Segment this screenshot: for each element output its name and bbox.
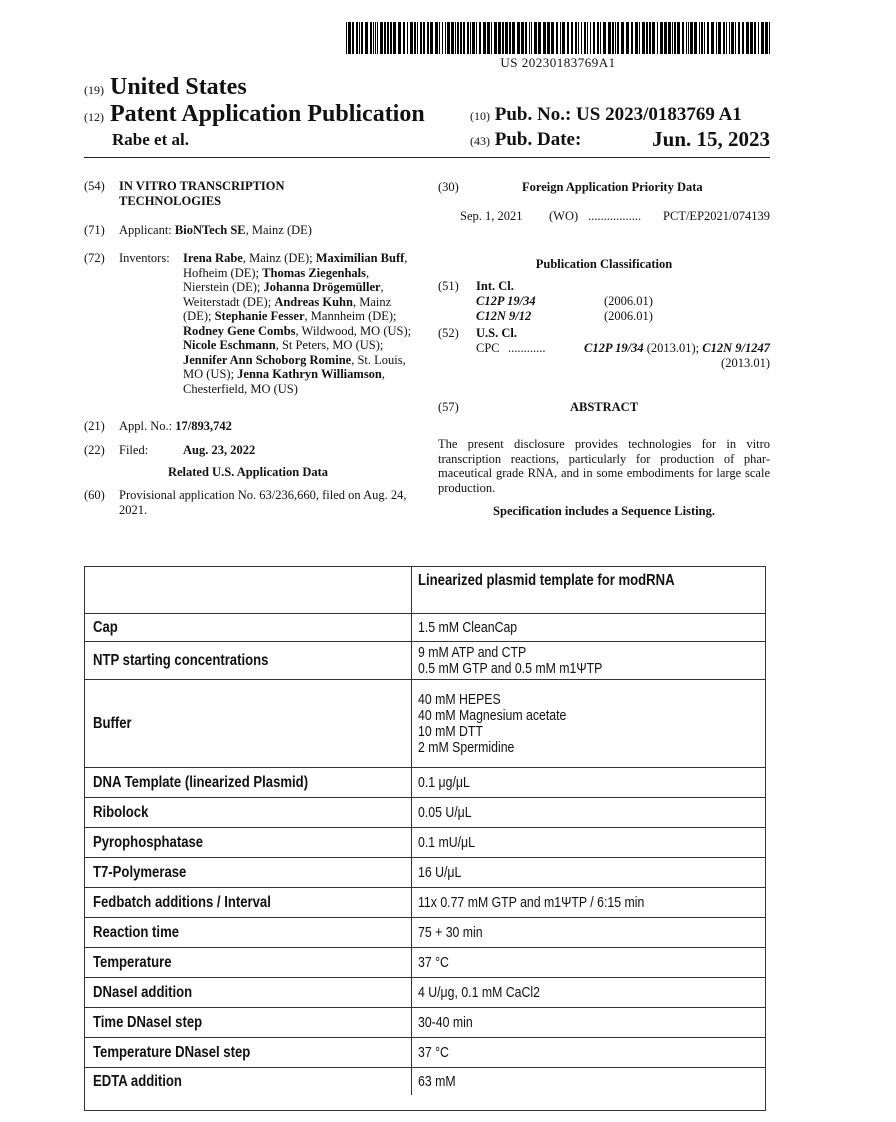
value-line: 37 °C (418, 953, 449, 971)
table-header-row (85, 567, 765, 613)
applicant-label: Applicant: (119, 223, 172, 237)
foreign-date: Sep. 1, 2021 (460, 209, 523, 223)
filed-value: Aug. 23, 2022 (183, 443, 256, 457)
barcode-bar (498, 22, 501, 54)
barcode-bar (445, 22, 446, 54)
inventor-location: , St Peters, MO (US); (275, 338, 384, 352)
value-line: 11x 0.77 mM GTP and m1ΨTP / 6:15 min (418, 893, 645, 911)
invention-title: IN VITRO TRANSCRIPTION TECHNOLOGIES (119, 179, 285, 208)
barcode-bar (758, 22, 759, 54)
pubdate-code: (43) (470, 134, 490, 148)
filed-label: Filed: (119, 443, 149, 457)
inventor-location: , Hofheim (DE); (183, 251, 408, 280)
intcl-code: (51) (438, 279, 459, 293)
cpc-version-2: (2013.01) (721, 356, 770, 370)
barcode-bar (590, 22, 591, 54)
barcode-bar (370, 22, 372, 54)
barcode-bar (365, 22, 368, 54)
applicant-code: (71) (84, 223, 105, 237)
barcode-bar (377, 22, 378, 54)
parameter-label: Reaction time (93, 923, 180, 941)
barcode-bar (761, 22, 764, 54)
parameter-cell (85, 918, 412, 947)
value-line: 1.5 mM CleanCap (418, 618, 518, 636)
cpc-version-1: (2013.01); (643, 341, 703, 355)
pubno-code: (10) (470, 109, 490, 123)
barcode-bar (639, 22, 640, 54)
foreign-country: (WO) (549, 209, 579, 223)
uscl-code: (52) (438, 326, 459, 340)
table-row (85, 1007, 765, 1037)
barcode-bar (642, 22, 645, 54)
pub-date-label (470, 129, 581, 151)
parameter-label: Buffer (93, 714, 132, 732)
barcode-bar (657, 22, 658, 54)
pubclass-title (438, 257, 770, 272)
inventor-location: , Mainz (DE); (242, 251, 316, 265)
table-row (85, 887, 765, 917)
parameter-label: Temperature DNaseI step (93, 1043, 251, 1061)
abstract-heading (438, 400, 770, 415)
barcode-bar (373, 22, 374, 54)
barcode-bar (470, 22, 471, 54)
value-cell (412, 948, 765, 977)
inventor-name: Stephanie Fesser (214, 309, 305, 323)
appl-label: Appl. No.: (119, 419, 173, 433)
barcode-bar (688, 22, 689, 54)
barcode-bar (635, 22, 638, 54)
barcode-bar (560, 22, 561, 54)
barcode-bar (584, 22, 586, 54)
foreign-title: Foreign Application Priority Data (522, 180, 703, 194)
value-line: 40 mM Magnesium acetate (418, 706, 567, 724)
inventor-name: Irena Rabe (183, 251, 243, 265)
ivt-conditions-table (84, 566, 766, 1111)
inventor-name: Johanna Drögemüller (263, 280, 381, 294)
prov-code: (60) (84, 488, 105, 502)
barcode-bar (393, 22, 396, 54)
value-line: 4 U/μg, 0.1 mM CaCl2 (418, 983, 540, 1001)
value-line: 2 mM Spermidine (418, 738, 515, 756)
cpc-class-1: C12P 19/34 (583, 341, 644, 355)
value-cell (412, 1068, 765, 1095)
barcode-bar (649, 22, 651, 54)
value-cell (412, 642, 765, 679)
barcode-bar (677, 22, 680, 54)
header-divider (84, 157, 770, 158)
barcode-bar (581, 22, 582, 54)
inventor-location: , Mannheim (DE); (304, 309, 397, 323)
value-cell (412, 978, 765, 1007)
barcode-bar (578, 22, 579, 54)
barcode (346, 22, 770, 54)
inventor-name: Nicole Eschmann (183, 338, 276, 352)
barcode-bar (483, 22, 486, 54)
pub-number (470, 104, 742, 126)
barcode-bar (587, 22, 588, 54)
value-line: 0.1 μg/μL (418, 773, 470, 791)
barcode-bar (729, 22, 730, 54)
inventor-name: Jenna Kathryn Williamson (237, 367, 382, 381)
barcode-bar (769, 22, 770, 54)
barcode-bar (694, 22, 697, 54)
value-line: 0.5 mM GTP and 0.5 mM m1ΨTP (418, 659, 603, 677)
barcode-bar (750, 22, 753, 54)
inventors-label: Inventors: (119, 251, 170, 265)
barcode-bar (447, 22, 450, 54)
barcode-bar (463, 22, 465, 54)
table-row (85, 857, 765, 887)
inventor-location: , Weiterstadt (DE); (183, 280, 384, 309)
inventor-name: Thomas Ziegenhals (262, 265, 366, 280)
applicant-location: , Mainz (DE) (245, 223, 312, 237)
intcl-class-2: C12N 9/12 (476, 309, 532, 323)
parameter-label: Cap (93, 618, 118, 636)
column-header: Linearized plasmid template for modRNA (418, 572, 675, 589)
parameter-label: Time DNaseI step (93, 1013, 203, 1031)
barcode-bar (575, 22, 577, 54)
abstract-title: ABSTRACT (569, 400, 639, 414)
barcode-bar (593, 22, 595, 54)
barcode-bar (460, 22, 462, 54)
value-cell (412, 828, 765, 857)
inventor-location: , St. Louis, MO (US); (183, 352, 406, 381)
barcode-bar (571, 22, 573, 54)
table-row (85, 1037, 765, 1067)
barcode-bar (707, 22, 709, 54)
value-cell (412, 918, 765, 947)
barcode-bar (423, 22, 425, 54)
publication-type (84, 101, 425, 128)
barcode-bar (682, 22, 684, 54)
barcode-bar (754, 22, 756, 54)
barcode-bar (479, 22, 481, 54)
barcode-bar (375, 22, 376, 54)
parameter-cell (85, 1008, 412, 1037)
cpc-dots: ............ (508, 341, 546, 355)
inventor-name: Rodney Gene Combs (183, 323, 296, 338)
applicant-name: BioNTech SE (174, 223, 246, 237)
abstract-code: (57) (438, 400, 459, 414)
pubclass-title-text: Publication Classification (535, 257, 673, 271)
uscl-label: U.S. Cl. (476, 326, 517, 340)
parameter-cell (85, 614, 412, 641)
barcode-bar (742, 22, 744, 54)
parameter-label: Fedbatch additions / Interval (93, 893, 271, 911)
barcode-bar (451, 22, 454, 54)
intcl-field (438, 279, 770, 294)
barcode-bar (711, 22, 714, 54)
value-line: 37 °C (418, 1043, 449, 1061)
barcode-bar (359, 22, 360, 54)
cpc-label: CPC (476, 341, 500, 355)
inventor-name: Jennifer Ann Schoborg Romine (183, 352, 352, 367)
barcode-bar (384, 22, 386, 54)
inventor-location: , Wildwood, MO (US); (295, 323, 412, 338)
table-row (85, 1067, 765, 1095)
parameter-cell (85, 888, 412, 917)
barcode-bar (410, 22, 413, 54)
inventor-location: , Chesterfield, MO (US) (183, 367, 386, 396)
barcode-bar (509, 22, 511, 54)
barcode-bar (603, 22, 606, 54)
value-line: 0.05 U/μL (418, 803, 472, 821)
value-line: 75 + 30 min (418, 923, 483, 941)
barcode-bar (348, 22, 351, 54)
value-cell (412, 768, 765, 797)
barcode-bar (346, 22, 347, 54)
barcode-bar (380, 22, 383, 54)
barcode-number: US 20230183769A1 (500, 55, 616, 70)
barcode-bar (716, 22, 717, 54)
value-line: 9 mM ATP and CTP (418, 643, 527, 661)
inventor-location: , Mainz (DE); (183, 294, 392, 323)
barcode-bar (534, 22, 537, 54)
parameter-cell (85, 798, 412, 827)
barcode-bar (626, 22, 629, 54)
uscl-field (438, 326, 770, 341)
barcode-bar (398, 22, 401, 54)
appl-code: (21) (84, 419, 105, 433)
barcode-bar (617, 22, 619, 54)
barcode-bar (556, 22, 558, 54)
table-row (85, 797, 765, 827)
parameter-cell (85, 978, 412, 1007)
intcl-version-1: (2006.01) (604, 294, 653, 308)
parameter-cell (85, 948, 412, 977)
table-row (85, 827, 765, 857)
table-row (85, 679, 765, 767)
barcode-bar (457, 22, 459, 54)
parameter-label: NTP starting concentrations (93, 651, 269, 669)
foreign-priority (438, 180, 770, 195)
pubno-label: Pub. No.: (494, 104, 572, 125)
value-cell (412, 1008, 765, 1037)
prov-text: Provisional application No. 63/236,660, filed on Aug. 24, 2021. (119, 488, 407, 517)
barcode-bar (646, 22, 648, 54)
barcode-bar (631, 22, 633, 54)
barcode-bar (723, 22, 725, 54)
barcode-bar (525, 22, 527, 54)
barcode-bar (521, 22, 524, 54)
parameter-label: Temperature (93, 953, 172, 971)
barcode-bar (435, 22, 438, 54)
barcode-bar (517, 22, 520, 54)
barcode-bar (403, 22, 405, 54)
barcode-bar (600, 22, 601, 54)
parameter-label: Ribolock (93, 803, 149, 821)
value-cell (412, 614, 765, 641)
inventor-location: , Nierstein (DE); (183, 265, 370, 294)
parameter-cell (85, 828, 412, 857)
barcode-bar (660, 22, 663, 54)
barcode-bar (420, 22, 422, 54)
parameter-cell (85, 642, 412, 679)
table-row (85, 767, 765, 797)
inventor-name: Andreas Kuhn (274, 294, 353, 309)
barcode-bar (455, 22, 456, 54)
barcode-bar (417, 22, 418, 54)
table-row (85, 977, 765, 1007)
abstract-text: The present disclosure provides technologies for in vitro transcription reactions, particularly for production of phar-maceutical grade RNA, and in some embodiments for large scale production. (438, 437, 770, 495)
barcode-bar (551, 22, 554, 54)
barcode-bar (352, 22, 354, 54)
barcode-bar (494, 22, 497, 54)
barcode-bar (567, 22, 569, 54)
barcode-bar (612, 22, 614, 54)
barcode-bar (686, 22, 687, 54)
barcode-bar (361, 22, 363, 54)
barcode-bar (664, 22, 667, 54)
parameter-label: DNA Template (linearized Plasmid) (93, 773, 309, 791)
value-cell (412, 567, 765, 619)
parameter-label: EDTA addition (93, 1072, 182, 1090)
barcode-bar (439, 22, 440, 54)
barcode-bar (467, 22, 469, 54)
related-title-text: Related U.S. Application Data (167, 465, 329, 479)
barcode-bar (562, 22, 565, 54)
parameter-label: T7-Polymerase (93, 863, 187, 881)
barcode-bar (731, 22, 734, 54)
parameter-cell (85, 567, 412, 613)
value-line: 63 mM (418, 1072, 456, 1090)
barcode-bar (491, 22, 492, 54)
value-line: 10 mM DTT (418, 722, 483, 740)
parameter-cell (85, 680, 412, 767)
barcode-bar (487, 22, 490, 54)
table-row (85, 641, 765, 679)
country-code: (19) (84, 83, 104, 97)
pubdate-label-text: Pub. Date: (494, 129, 582, 150)
barcode-bar (765, 22, 768, 54)
barcode-bar (690, 22, 693, 54)
sequence-listing-text: Specification includes a Sequence Listing. (493, 504, 715, 518)
barcode-bar (442, 22, 443, 54)
parameter-cell (85, 768, 412, 797)
title-code: (54) (84, 179, 105, 193)
inventor-name: Maximilian Buff (315, 251, 405, 265)
barcode-bar (672, 22, 673, 54)
barcode-bar (621, 22, 624, 54)
barcode-bar (531, 22, 532, 54)
barcode-bar (529, 22, 530, 54)
barcode-bar (735, 22, 736, 54)
barcode-bar (505, 22, 508, 54)
filed-code: (22) (84, 443, 105, 457)
parameter-cell (85, 1068, 412, 1095)
barcode-bar (387, 22, 389, 54)
parameter-label: DNaseI addition (93, 983, 193, 1001)
related-title (119, 465, 377, 480)
barcode-bar (472, 22, 475, 54)
sequence-listing-note (438, 504, 770, 519)
barcode-bar (476, 22, 477, 54)
barcode-bar (668, 22, 671, 54)
barcode-bar (674, 22, 676, 54)
barcode-bar (652, 22, 655, 54)
value-line: 30-40 min (418, 1013, 473, 1031)
barcode-bar (726, 22, 727, 54)
barcode-bar (718, 22, 721, 54)
value-line: 16 U/μL (418, 863, 462, 881)
foreign-code: (30) (438, 180, 459, 194)
country-name: United States (110, 74, 247, 100)
foreign-dots: ................. (588, 209, 642, 223)
barcode-bar (547, 22, 550, 54)
barcode-bar (704, 22, 705, 54)
country-heading (84, 74, 247, 101)
inventor-short: Rabe et al. (112, 130, 189, 149)
barcode-bar (430, 22, 433, 54)
barcode-bar (407, 22, 408, 54)
barcode-bar (699, 22, 700, 54)
type-code: (12) (84, 110, 104, 124)
barcode-bar (746, 22, 749, 54)
barcode-bar (414, 22, 416, 54)
barcode-bar (597, 22, 599, 54)
intcl-label: Int. Cl. (476, 279, 514, 293)
value-line: 40 mM HEPES (418, 690, 501, 708)
barcode-bar (356, 22, 358, 54)
appl-value: 17/893,742 (175, 419, 232, 433)
intcl-version-2: (2006.01) (604, 309, 653, 323)
barcode-bar (608, 22, 611, 54)
barcode-bar (538, 22, 541, 54)
parameter-label: Pyrophosphatase (93, 833, 204, 851)
barcode-bar (738, 22, 740, 54)
parameter-cell (85, 858, 412, 887)
parameter-cell (85, 1038, 412, 1067)
inventors-code: (72) (84, 251, 105, 265)
table-row (85, 917, 765, 947)
pub-date-value: Jun. 15, 2023 (652, 127, 770, 151)
table-row (85, 613, 765, 641)
value-cell (412, 798, 765, 827)
barcode-bar (390, 22, 392, 54)
inventors-list (183, 251, 414, 396)
pubno-value: US 2023/0183769 A1 (576, 104, 742, 125)
intcl-class-1: C12P 19/34 (476, 294, 536, 308)
value-cell (412, 680, 765, 767)
cpc-class-2: C12N 9/1247 (702, 341, 770, 355)
barcode-bar (427, 22, 429, 54)
barcode-bar (543, 22, 546, 54)
value-cell (412, 1038, 765, 1067)
table-row (85, 947, 765, 977)
barcode-bar (615, 22, 616, 54)
foreign-number: PCT/EP2021/074139 (663, 209, 770, 223)
value-line: 0.1 mU/μL (418, 833, 475, 851)
barcode-bar (701, 22, 703, 54)
value-cell (412, 858, 765, 887)
barcode-bar (502, 22, 504, 54)
value-cell (412, 888, 765, 917)
type-name: Patent Application Publication (110, 101, 425, 127)
barcode-bar (512, 22, 515, 54)
